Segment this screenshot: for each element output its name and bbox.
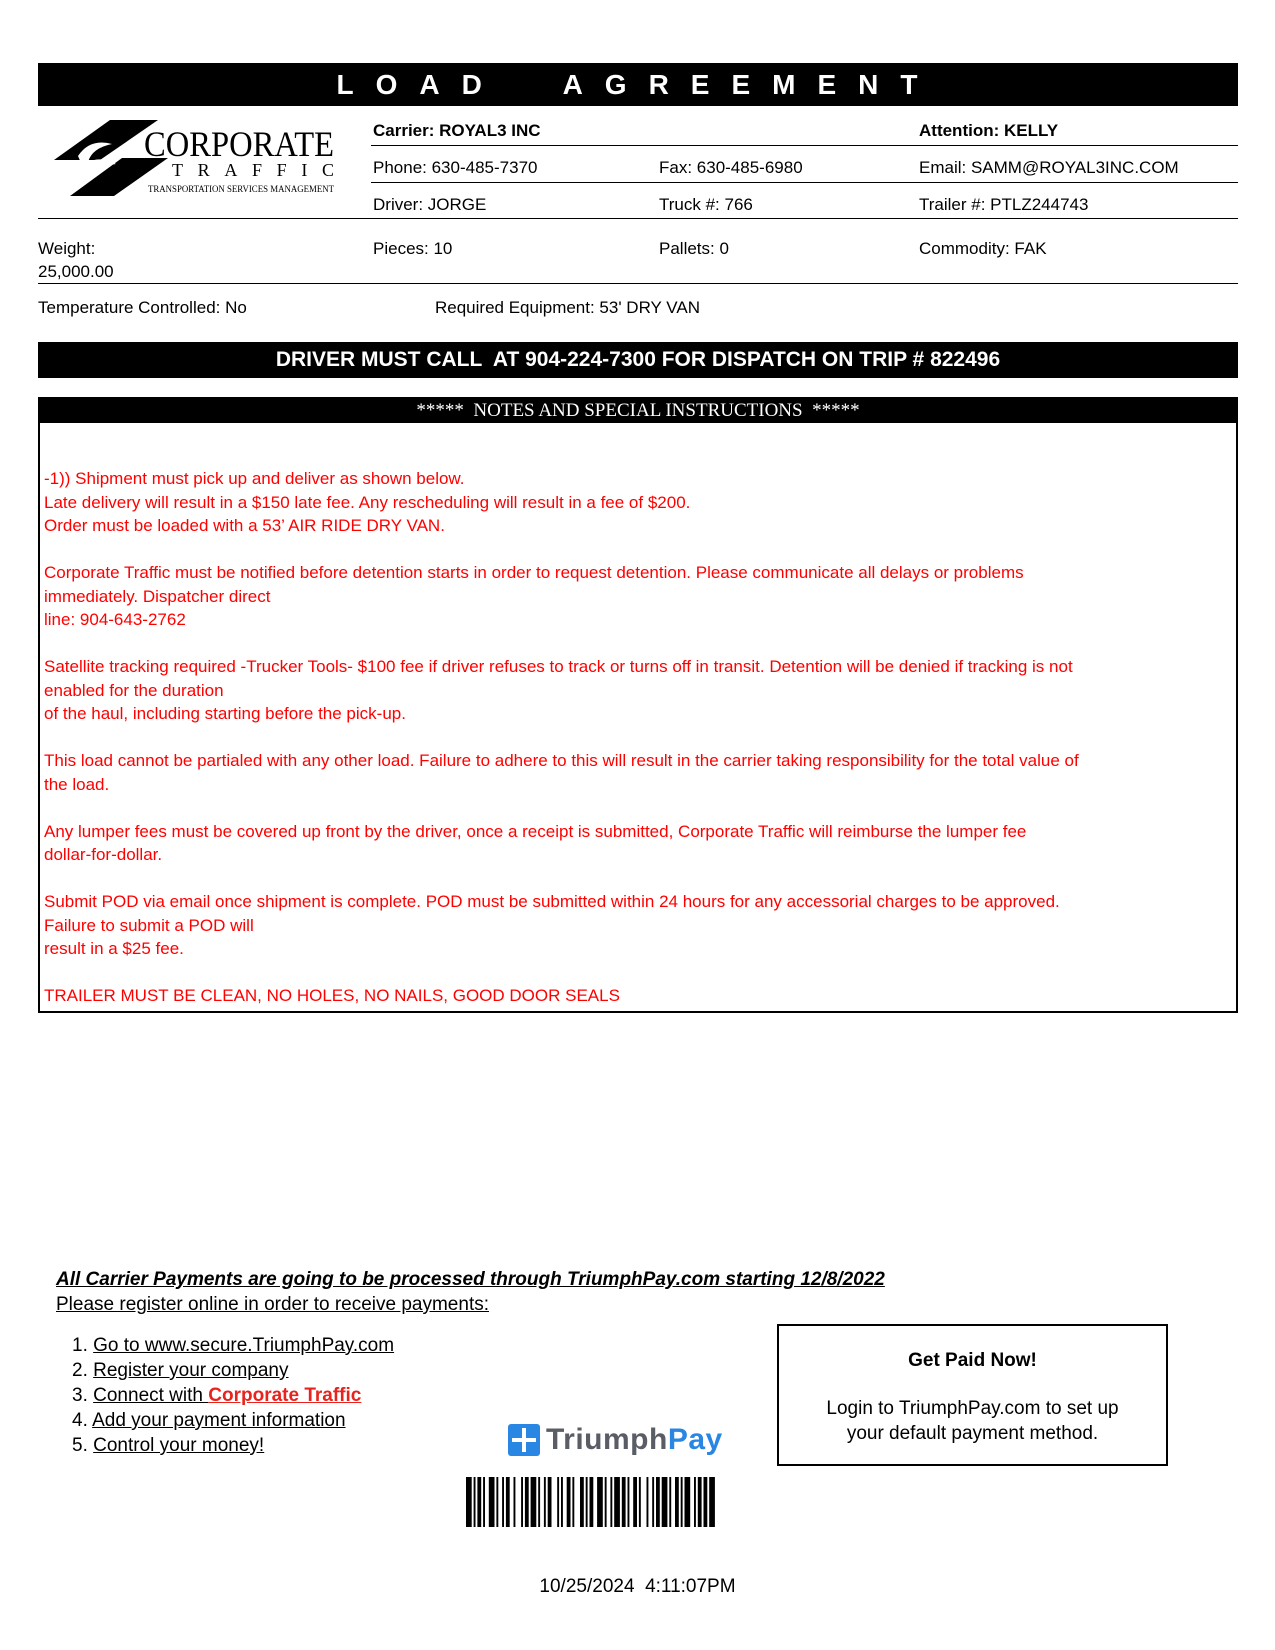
- barcode-bar: [685, 1477, 691, 1527]
- barcode-bar: [662, 1477, 668, 1527]
- step-item: 1. Go to www.secure.TriumphPay.com: [72, 1335, 395, 1356]
- barcode-bar: [483, 1477, 485, 1527]
- barcode-bar: [506, 1477, 510, 1527]
- step-link-connect[interactable]: Connect with: [93, 1385, 209, 1406]
- driver-name: Driver: JORGE: [373, 195, 487, 214]
- step-item: 3. Connect with Corporate Traffic: [72, 1385, 362, 1406]
- barcode-bar: [561, 1477, 563, 1527]
- notes-body: [40, 423, 1236, 1008]
- payment-headline: All Carrier Payments are going to be processed through TriumphPay.com starting 12/8/2022: [56, 1269, 885, 1290]
- barcode-bar: [704, 1477, 708, 1527]
- barcode-bar: [580, 1477, 584, 1527]
- dispatch-instruction: DRIVER MUST CALL AT 904-224-7300 FOR DISPATCH ON TRIP # 822496: [38, 342, 1238, 378]
- barcode-bar: [466, 1477, 472, 1527]
- barcode-bar: [502, 1477, 504, 1527]
- note-paragraph: Submit POD via email once shipment is complete. POD must be submitted within 24 hours for any accessorial charges to be approved. Failure to submit a POD will result in a $25 fee.: [44, 892, 1060, 958]
- barcode-bar: [647, 1477, 649, 1527]
- logo-name: CORPORATE: [144, 124, 334, 164]
- triumphpay-mark-icon: [508, 1424, 540, 1456]
- note-paragraph: Corporate Traffic must be notified before detention starts in order to request detention. Please communicate all delays or problems immediately. Dispatcher direct line: 904-643-2762: [44, 563, 1024, 629]
- barcode-bar: [681, 1477, 683, 1527]
- barcode-bar: [548, 1477, 552, 1527]
- notes-section: [38, 397, 1238, 1013]
- notes-header: ***** NOTES AND SPECIAL INSTRUCTIONS *****: [40, 399, 1236, 423]
- logo-mark-icon: [48, 116, 340, 206]
- barcode-bar: [590, 1477, 594, 1527]
- logo-sub: TRAFFIC: [172, 160, 334, 180]
- barcode-bar: [572, 1477, 574, 1527]
- barcode-bar: [525, 1477, 529, 1527]
- note-paragraph: TRAILER MUST BE CLEAN, NO HOLES, NO NAILS, GOOD DOOR SEALS: [44, 986, 620, 1005]
- barcode-bar: [538, 1477, 540, 1527]
- corporate-traffic-link[interactable]: Corporate Traffic: [208, 1385, 362, 1406]
- barcode-bar: [474, 1477, 476, 1527]
- barcode-bar: [614, 1477, 620, 1527]
- step-link-register[interactable]: Register your company: [93, 1360, 289, 1381]
- barcode-bar: [597, 1477, 603, 1527]
- get-paid-text: Login to TriumphPay.com to set up your default payment method.: [826, 1398, 1119, 1444]
- commodity: Commodity: FAK: [919, 239, 1047, 258]
- barcode-bar: [489, 1477, 495, 1527]
- barcode-bar: [656, 1477, 660, 1527]
- barcode-bar: [675, 1477, 679, 1527]
- truck-number: Truck #: 766: [659, 195, 753, 214]
- barcode-bar: [669, 1477, 671, 1527]
- barcode-bar: [694, 1477, 696, 1527]
- step-link-payment-info[interactable]: Add your payment information: [92, 1410, 346, 1431]
- barcode-bar: [567, 1477, 571, 1527]
- document-title: LOAD AGREEMENT: [38, 63, 1238, 106]
- carrier-phone: Phone: 630-485-7370: [373, 158, 538, 177]
- barcode-bar: [514, 1477, 516, 1527]
- registration-steps: [72, 1333, 394, 1458]
- divider: [38, 218, 1238, 219]
- barcode: [466, 1477, 798, 1532]
- barcode-icon: [466, 1477, 798, 1527]
- pieces: Pieces: 10: [373, 239, 453, 258]
- barcode-bar: [586, 1477, 588, 1527]
- step-item: 2. Register your company: [72, 1360, 289, 1381]
- attention-name: Attention: KELLY: [919, 121, 1059, 140]
- barcode-bar: [633, 1477, 637, 1527]
- step-link-control-money[interactable]: Control your money!: [93, 1435, 265, 1456]
- step-link-triumphpay[interactable]: Go to www.secure.TriumphPay.com: [93, 1335, 395, 1356]
- weight-value: 25,000.00: [38, 262, 114, 281]
- barcode-bar: [628, 1477, 630, 1527]
- step-item: 5. Control your money!: [72, 1435, 265, 1456]
- corporate-traffic-logo: [48, 116, 340, 206]
- divider: [371, 145, 1238, 146]
- divider: [371, 182, 1238, 183]
- barcode-bar: [477, 1477, 481, 1527]
- get-paid-box: [777, 1324, 1168, 1466]
- pallets: Pallets: 0: [659, 239, 729, 258]
- triumphpay-logo: [508, 1423, 723, 1457]
- divider: [38, 283, 1238, 284]
- barcode-bar: [531, 1477, 537, 1527]
- logo-tagline: TRANSPORTATION SERVICES MANAGEMENT: [148, 184, 335, 194]
- step-item: 4. Add your payment information: [72, 1410, 346, 1431]
- get-paid-title: Get Paid Now!: [908, 1350, 1037, 1371]
- note-paragraph: -1)) Shipment must pick up and deliver as shown below. Late delivery will result in a $150 late fee. Any rescheduling will result in a fee of $200. Order must be loaded with a 53’ AIR RIDE DRY VAN.: [44, 469, 691, 535]
- barcode-bar: [698, 1477, 702, 1527]
- barcode-bar: [622, 1477, 626, 1527]
- weight-label: Weight:: [38, 239, 96, 258]
- carrier-fax: Fax: 630-485-6980: [659, 158, 803, 177]
- barcode-bar: [521, 1477, 523, 1527]
- barcode-bar: [709, 1477, 715, 1527]
- barcode-bar: [557, 1477, 559, 1527]
- barcode-bar: [605, 1477, 607, 1527]
- trailer-number: Trailer #: PTLZ244743: [919, 195, 1089, 214]
- barcode-bar: [639, 1477, 641, 1527]
- barcode-bar: [544, 1477, 546, 1527]
- triumphpay-wordmark: TriumphPay: [546, 1423, 723, 1456]
- barcode-bar: [652, 1477, 654, 1527]
- carrier-name: Carrier: ROYAL3 INC: [373, 121, 541, 140]
- required-equipment: Required Equipment: 53' DRY VAN: [435, 298, 701, 317]
- note-paragraph: This load cannot be partialed with any other load. Failure to adhere to this will result in the carrier taking responsibility for the total value of the load.: [44, 751, 1079, 794]
- note-paragraph: Satellite tracking required -Trucker Tools- $100 fee if driver refuses to track or turns off in transit. Detention will be denied if tracking is not enabled for the duration of the haul, including starting before the pick-up.: [44, 657, 1073, 723]
- barcode-bar: [610, 1477, 612, 1527]
- print-timestamp: 10/25/2024 4:11:07PM: [539, 1576, 736, 1597]
- barcode-bar: [496, 1477, 498, 1527]
- temperature-controlled: Temperature Controlled: No: [38, 298, 247, 317]
- note-paragraph: Any lumper fees must be covered up front by the driver, once a receipt is submitted, Corporate Traffic will reimburse the lumper fee dollar-for-dollar.: [44, 821, 1027, 864]
- payment-subheadline: Please register online in order to receive payments:: [56, 1294, 490, 1315]
- carrier-email: Email: SAMM@ROYAL3INC.COM: [919, 158, 1179, 177]
